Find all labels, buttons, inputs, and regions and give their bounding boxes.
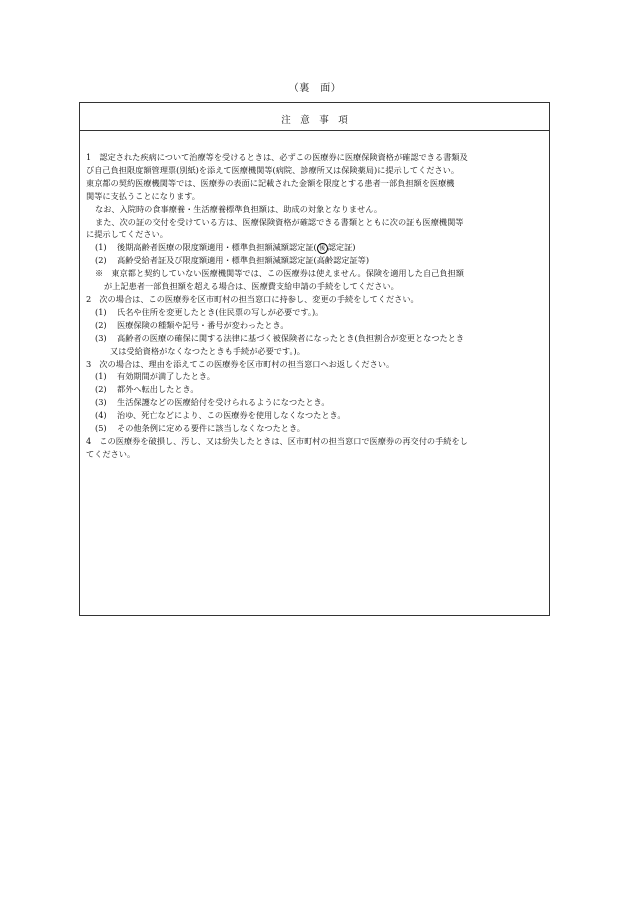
item-number: (3) bbox=[95, 397, 107, 408]
item-text: 氏名や住所を変更したとき(住民票の写しが必要です。)。 bbox=[117, 306, 324, 317]
section1-item bbox=[86, 254, 548, 267]
item-number: (1) bbox=[95, 242, 107, 253]
section1-line: 関等に支払うことになります。 bbox=[86, 190, 200, 201]
section2-item bbox=[86, 332, 548, 345]
item-text: 認定証) bbox=[327, 242, 356, 253]
notice-box bbox=[79, 102, 550, 616]
item-text: 高齢受給者証及び限度額適用・標準負担額減額認定証(高齢認定証等) bbox=[117, 255, 370, 266]
section2-heading: 2 次の場合は、この医療券を区市町村の担当窓口に持参し、変更の手続をしてください。 bbox=[86, 293, 419, 304]
item-text: 生活保護などの医療給付を受けられるようになつたとき。 bbox=[117, 397, 330, 408]
notice-content bbox=[86, 151, 548, 461]
section1-line: また、次の証の交付を受けている方は、医療保険資格が確認できる書類とともに次の証も医療機関等 bbox=[95, 216, 464, 227]
item-number: (2) bbox=[95, 255, 107, 266]
section1-line: 1 認定された疾病について治療等を受けるときは、必ずこの医療券に医療保険資格が確認できる書類及 bbox=[86, 152, 468, 162]
section3-item bbox=[86, 370, 548, 383]
section3-heading: 3 次の場合は、理由を添えてこの医療券を区市町村の担当窓口へお返しください。 bbox=[86, 358, 395, 369]
item-text: 都外へ転出したとき。 bbox=[117, 384, 199, 395]
item-text: その他条例に定める要件に該当しなくなつたとき。 bbox=[117, 423, 305, 434]
section4-line: 4 この医療券を破損し、汚し、又は紛失したときは、区市町村の担当窓口で医療券の再交付の手続をし bbox=[86, 435, 468, 446]
item-text: 医療保険の種類や記号・番号が変わったとき。 bbox=[117, 319, 289, 330]
item-number: (5) bbox=[95, 423, 107, 434]
item-number: (3) bbox=[95, 332, 107, 343]
note-line: が上記患者一部負担額を超える場合は、医療費支給申請の手続をしてください。 bbox=[104, 281, 399, 292]
page-heading: （裏 面） bbox=[288, 83, 342, 94]
item-text: 後期高齢者医療の限度額適用・標準負担額減額認定証( bbox=[117, 242, 317, 253]
note-line: ※ 東京都と契約していない医療機関等では、この医療券は使えません。保険を適用した自己負担額 bbox=[95, 268, 464, 279]
item-text: 有効期間が満了したとき。 bbox=[117, 371, 215, 382]
item-number: (2) bbox=[95, 319, 107, 330]
section1-line: に提示してください。 bbox=[86, 229, 168, 240]
section3-item bbox=[86, 396, 548, 409]
section1-item bbox=[86, 241, 548, 254]
section4-line: てください。 bbox=[86, 448, 136, 459]
section2-item bbox=[86, 319, 548, 332]
circled-character: 後 bbox=[317, 243, 328, 254]
section3-item bbox=[86, 422, 548, 435]
item-number: (2) bbox=[95, 384, 107, 395]
section1-line: 東京都の契約医療機関等では、医療券の表面に記載された金額を限度とする患者一部負担額を医療機 bbox=[86, 177, 455, 188]
item-number: (1) bbox=[95, 306, 107, 317]
section1-line: び自己負担限度額管理票(別紙)を添えて医療機関等(病院、診療所又は保険薬局)に提示してください。 bbox=[86, 164, 460, 175]
item-text: 高齢者の医療の確保に関する法律に基づく被保険者になったとき(負担割合が変更となつたとき bbox=[117, 332, 465, 343]
item-text: 治ゆ、死亡などにより、この医療券を使用しなくなつたとき。 bbox=[117, 410, 346, 421]
item-number: (4) bbox=[95, 410, 107, 421]
section2-item-continuation: 又は受給資格がなくなつたときも手続が必要です。)。 bbox=[110, 345, 305, 356]
section3-item bbox=[86, 409, 548, 422]
title-divider bbox=[80, 130, 549, 131]
notice-title: 注 意 事 項 bbox=[281, 115, 348, 126]
section3-item bbox=[86, 383, 548, 396]
item-number: (1) bbox=[95, 371, 107, 382]
section1-line: なお、入院時の食事療養・生活療養標準負担額は、助成の対象となりません。 bbox=[95, 203, 383, 214]
section2-item bbox=[86, 306, 548, 319]
